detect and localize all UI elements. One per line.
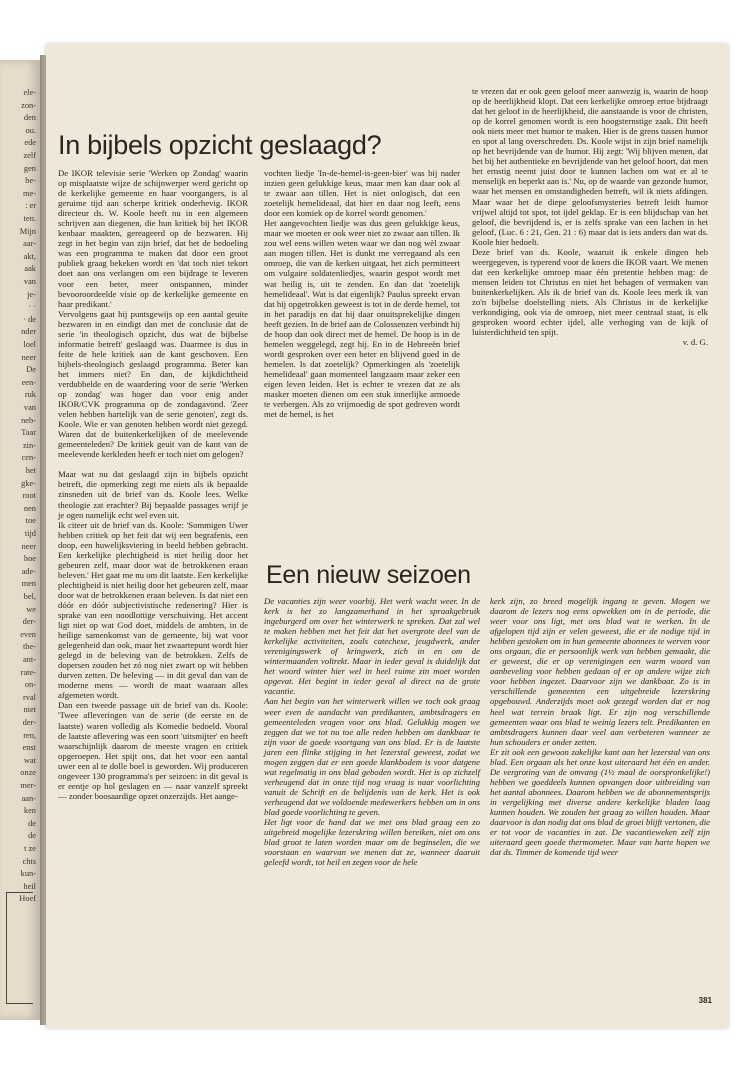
adjacent-page-fragment: chts [22,856,36,866]
adjacent-page-fragment: toe [25,516,36,526]
adjacent-page-fragment: ten. [23,214,36,223]
magazine-page [46,44,728,1028]
adjacent-page-fragment: gke- [21,478,36,488]
article1-paragraph: vochten liedje 'In-de-hemel-is-geen-bier' was bij nader inzien geen gelukkige keus, maar men kan daar ook al te zwaar aan tillen. Het is niet onlogisch, dat een zoetelijk hemelideaal, dat hier en daar nog leeft, eens door een komiek op de korrel wordt genomen.' [264,168,460,219]
adjacent-page-edge [0,60,40,1020]
adjacent-page-fragment: van [23,403,36,412]
article2-column-right [490,596,710,857]
adjacent-page-fragment: onze [20,768,36,778]
adjacent-page-fragment: neb- [21,415,36,425]
article1-signature: v. d. G. [682,337,708,348]
adjacent-page-fragment: van [23,277,36,286]
adjacent-page-fragment: de [28,818,36,828]
adjacent-page-fragment: heil [23,881,36,891]
article1-column-2 [264,168,460,419]
adjacent-page-fragment: het [25,466,36,475]
adjacent-page-fragment: rval [22,692,36,702]
adjacent-page-fragment: ken [23,806,36,816]
adjacent-page-fragment: ele- [23,88,36,97]
article2-paragraph: Er zit ook een gewoon zakelijke kant aan het lezerstal van ons blad. Een orgaan als het onze kost uiteraard het één en ander. De vergroting van de omvang (1½ maal de oorspronkelijke!) hebben we goeddeels kunnen opvangen door uitbreiding van het aantal abonnees. Daarom hebben we de abonnementsprijs in vergelijking met diverse andere kerkelijke bladen laag kunnen houden. We zouden het graag zo willen houden. Maar daarvoor is dan nodig dat ons blad de groei blijft vertonen, die er tot voor de vacanties in zat. De vacantieweken zelf zijn uiteraard geen goede thermometer. Maar van harte hopen we dat ds. Timmer de komende tijd weer [490,746,710,858]
adjacent-page-fragment: zelf [23,151,36,160]
adjacent-page-fragment: gen [23,163,36,173]
adjacent-page-fragment: aak [24,264,36,274]
adjacent-page-fragment: der- [22,718,36,727]
article1-paragraph: Maar wat nu dat geslaagd zijn in bijbels opzicht betreft, die opmerking zegt me niets als ik bepaalde zinsneden uit de brief van ds. Koole lees. Welke theologie zat erachter? Bij bepaalde passages wrijf je je ogen namelijk echt wel even uit. [58,469,248,520]
adjacent-page-fragment: nen [23,503,36,513]
adjacent-page-fragment: root [22,491,36,501]
adjacent-page-fragment: akt, [23,251,36,261]
adjacent-page-fragment: der- [22,617,36,627]
adjacent-page-fragment: on- [24,680,36,690]
adjacent-page-fragment: even [20,629,36,639]
article2-column-left [264,596,480,867]
adjacent-page-fragment: ade- [21,566,36,576]
adjacent-page-fragment: wat [23,755,36,765]
adjacent-page-fragment: t ze [24,844,36,853]
adjacent-page-fragment: : er [25,201,36,211]
adjacent-page-fragment: niet [23,705,36,715]
article1-paragraph: te vrezen dat er ook geen geloof meer aanwezig is, waarin de hoop op de heerlijkheid klopt. Dat een kerkelijke omroep ertoe bijdraagt dat het geloof in de heerlijkheid, die aanstaande is voor de christen, op de korrel genomen wordt is een hoogsternstige zaak. Dit heeft ook niets meer met humor te maken. Hier is de grens tussen humor en spot al lang overschreden. Ds. Koole wijst in zijn brief namelijk op het bevrijdende van de humor. Hij zegt: 'Wij blijven menen, dat het bij het authentieke en bevrijdende van het geloof hoort, dat men het ernstig neemt juist door te kunnen lachen om wat er al te menselijk en beperkt aan is.' Nu, op de waarde van gezonde humor, waar het mensen en omstandigheden betreft, wil ik niets afdingen. Maar waar het de diepe geloofsmysteries betreft leidt humor vrijwel altijd tot spot, tot ijdel geklap. Er is een blijdschap van het geloof, die bevrijdend is, er is zelfs sprake van een lachen in het geloof, (Luc. 6 : 21, Gen. 21 : 6) maar dat is iets anders dan wat ds. Koole hier bedoelt. [472,86,708,247]
adjacent-page-fragment: · de [23,314,36,324]
adjacent-page-fragment: aar- [23,239,36,249]
adjacent-page-fragment: ren, [23,730,36,740]
adjacent-page-fragment: een- [21,377,36,387]
article2-paragraph: De vacanties zijn weer voorbij. Het werk wacht weer. In de kerk is het zo langzamerhand in het spraakgebruik ingeburgerd om over het winterwerk te spreken. Dat zal wel te maken hebben met het feit dat het overgrote deel van de kerkelijke activiteiten, zoals catechese, jeugdwerk, ander verenigingswerk of kringwerk, zich in en om de wintermaanden voltrekt. Maar in ieder geval is duidelijk dat het woord winter hier wel in heel ruime zin moet worden opgevat. Het begint in ieder geval al direct na de grote vacantie. [264,596,480,697]
adjacent-page-fragment: neer [21,541,36,551]
adjacent-page-fragment: cen- [21,453,36,463]
adjacent-page-fragment: aan- [21,793,36,803]
adjacent-page-fragment: men [21,579,36,589]
adjacent-page-fragment: kun- [20,869,36,879]
article1-paragraph: Vervolgens gaat hij puntsgewijs op een aantal geuite bezwaren in en eindigt dan met de conclusie dat de serie 'in theologisch opzicht, dus wat de bijbelse informatie betreft' geslaagd was. Daarmee is dus in feite de hele kritiek aan de kant geschoven. Een bijbels-theologisch geslaagd programma. Beter kan het immers niet? En dan, de kijkdichtheid verdubbelde en de waardering voor de serie 'Werken op zondag' was hoger dan voor enig ander IKOR/CVK programma op de zondagavond. 'Zeer velen hebben hartelijk van de serie genoten', zegt ds. Koole. Wie er van genoten hebben wordt niet gezegd. Waren dat de buitenkerkelijken of de meelevende gemeenteleden? De kritiek geuit van de kant van de meelevende kerkleden heeft er toch niet om gelogen? [58,308,248,460]
article2-paragraph: Het ligt voor de hand dat we met ons blad graag een zo uitgebreid mogelijke lezerskring willen bereiken, niet om ons blad groot te laten worden maar om de beginselen, die we voorstaan en waarvan we menen dat ze, wanneer daaruit geleefd wordt, tot heil en zegen voor de hele [264,817,480,868]
article1-title: In bijbels opzicht geslaagd? [58,130,382,160]
adjacent-page-fragment: · · [28,302,36,312]
adjacent-page-fragment: ede [24,138,36,148]
article2-paragraph: Aan het begin van het winterwerk willen we toch ook graag weer even de aandacht van predikanten, ambtsdragers en gemeenteleden vragen voor ons blad. Gelukkig mogen we zeggen dat we tot nu toe alle reden hebben om dankbaar te zijn voor de goede voortgang van ons blad. Er is de laatste jaren een flinke stijging in het lezerstal geweest, zodat we mogen zeggen dat er een goede klankbodem is voor datgene wat regelmatig in ons blad geboden wordt. Het is op zichzelf verheugend dat in onze tijd nog vraag is naar voorlichting vanuit de Schrift en de belijdenis van de kerk. Het is ook verheugend dat we voldoende medewerkers hebben om in ons blad goede voorlichting te geven. [264,696,480,817]
adjacent-page-fragment: tijd [24,529,36,538]
article1-column-3 [472,86,708,347]
article1-paragraph: Het aangevochten liedje was dus geen gelukkige keus, maar we moeten er ook weer niet zo zwaar aan tillen. Ik zou wel eens willen weten waar we dan nog wèl zwaar aan mogen tillen. Het is dunkt me verregaand als een omroep, die van de kerken uitgaat, het zich permitteert om vulgaire soldatenliedjes, waarin gespot wordt met wat heilig is, uit te zenden. En dan dat 'zoetelijk hemelideaal'. Wat is dat eigenlijk? Paulus spreekt ervan dat hij opgetrokken geweest is tot in de derde hemel, tot in het paradijs en dat hij daar onuitsprekelijke dingen heeft gezien. In de brief aan de Colossenzen verbindt hij de hoop dan ook direct met de hemel. De hoop is in de hemelen weggelegd, zegt hij. En in de Hebreeën brief wordt gesproken over een beter en blijvend goed in de hemelen. Is dat zoetelijk? Opmerkingen als 'zoetelijk hemelideaal' gaan momenteel langzaam maar zeker een eigen leven leiden. Het is echter te vrezen dat ze als masker moeten dienen om een stuk innerlijke armoede te verbergen. Als zo vrijmoedig de spot gedreven wordt met de hemel, is het [264,218,460,420]
adjacent-page-fragment: nder [21,327,36,337]
article1-column-1 [58,168,248,801]
adjacent-page-fragment: enst [22,743,36,753]
adjacent-page-fragment: de [28,831,36,841]
adjacent-page-fragment: mer- [20,781,36,790]
adjacent-page-fragment: Taar [21,428,36,438]
adjacent-page-fragment: me- [22,188,36,198]
adjacent-page-fragment: we [26,604,36,614]
page-number: 381 [698,996,712,1005]
adjacent-page-fragment: ou. [25,125,36,135]
adjacent-page-fragment: bel, [23,592,36,601]
adjacent-page-fragment: zin- [22,440,36,450]
article1-paragraph: De IKOR televisie serie 'Werken op Zondag' waarin op misplaatste wijze de schijnwerper werd gericht op de kerkelijke gemeente en haar voorgangers, is al geruime tijd aan scherpe kritiek onderhevig. IKOR directeur ds. W. Koole heeft nu in een algemeen schrijven aan diegenen, die hun kritiek bij het IKOR kenbaar maakten, gereageerd op de bezwaren. Hij zegt in het begin van zijn brief, dat het de bedoeling was een programma te maken dat door een groot publiek graag bekeken wordt en 'dat toch niet tekort doet aan ons verlangen om een bijdrage te leveren voor een beter, meer ontspannen, minder bevooroordeelde visie op de kerkelijke gemeente en haar predikant.' [58,168,248,309]
article2-paragraph: kerk zijn, zo breed mogelijk ingang te geven. Mogen we daarom de lezers nog eens opwekken om in de periode, die weer voor ons ligt, met ons blad wat te werken. In de afgelopen tijd zijn er velen geweest, die er de nodige tijd in hebben gestoken om in hun gemeente abonnees te werven voor ons orgaan, die er persoonlijk werk van hebben gemaakt, die er geweest, die er op verenigingen een warm woord van aanbeveling voor hebben gedaan of er op andere wijze zich voor hebben ingezet. Daarvoor zijn we dankbaar. Zo is in verschillende gemeenten een uitgebreide lezerskring opgebouwd. Anderzijds moet ook gezegd worden dat er nog heel wat terrein braak ligt. Er zijn nog verschillende gemeenten waar ons blad te weinig lezers telt. Predikanten en ambtsdragers kunnen daar veel aan verbeteren wanneer ze hun schouders er onder zetten. [490,596,710,747]
adjacent-page-fragment: loel [23,340,36,349]
adjacent-page-fragment: den [23,113,36,123]
adjacent-page-fragment: ant- [22,655,36,664]
adjacent-page-fragment: ruk [24,390,36,400]
article2-title: Een nieuw seizoen [266,561,471,589]
article1-paragraph: Deze brief van ds. Koole, waaruit ik enkele dingen heb weergegeven, is typerend voor de koers die IKOR vaart. We menen dat een kerkelijke omroep maar één pretentie hebben mag: de mensen leiden tot Christus en niet het behagen of vermaken van buitenkerkelijken. Als ik de brief van ds. Koole lees merk ik van zo'n bijbelse doelstelling niets. Als Christus in de kerkelijke verkondiging, ook via de omroep, niet meer centraal staat, is elk gesproken woord echter ijdel, alle verhoging van de kijk of luisterdichtheid ten spijt. [472,246,708,338]
article1-paragraph: Ik citeer uit de brief van ds. Koole: 'Sommigen Uwer hebben critiek op het feit dat wij een begrafenis, een doop, een huwelijksviering in beeld hebben gebracht. Een kerkelijke plechtigheid is niet heilig door het gebeuren zelf, maar door wat de betrokkenen eraan beleven.' Het gaat me nu om dit laatste. Een kerkelijke plechtigheid is niet heilig door het gebeuren zelf, maar door wat de betrokkenen eraan beleven. Is dat niet een dóór en dóór subjectivistische redenering? Hier is sprake van een noodlottige verschuiving. Het accent ligt niet op wat God doet, middels de ambten, in de heilige samenkomst van de gemeente, bij wat voor gelegenheid dan ook, maar het zwaartepunt wordt hier gelegd in de beleving van de betrokken. Zelfs de dopersen zouden het zó nog niet zwart op wit hebben durven zetten. De beleving — in dit geval dan van de moderne mens — wordt de maat waaraan alles afgemeten wordt. [58,519,248,701]
adjacent-page-fragment: be- [25,176,36,186]
adjacent-page-fragment: neer [21,352,36,362]
adjacent-page-box [6,892,33,1004]
adjacent-page-fragment: tbe- [22,642,36,652]
adjacent-page-fragment: hoe [23,554,36,564]
adjacent-page-fragment: je- [27,289,36,299]
adjacent-page-fragment: Hoef [19,894,36,904]
adjacent-page-fragment: Mijn [19,226,36,236]
adjacent-page-fragment: zon- [21,100,36,110]
adjacent-page-fragment: De [26,365,36,375]
article1-paragraph: Dan een tweede passage uit de brief van ds. Koole: 'Twee afleveringen van de serie (de eerste en de laatste) waren volledig als Komedie bedoeld. Vooral de laatste aflevering was een soort 'uitsmijter' en heeft waarschijnlijk daarom de meeste vragen en critiek opgeroepen. Het spijt ons, dat het voor een aantal uwer een al te dolle boel is geworden. Wij produceren ongeveer 130 programma's per seizoen: in dit geval is er eentje op hol geslagen en — naar vanzelf spreekt — zonder boosaardige opzet onzerzijds. Het aange- [58,700,248,801]
adjacent-page-fragment: rate- [20,667,36,677]
